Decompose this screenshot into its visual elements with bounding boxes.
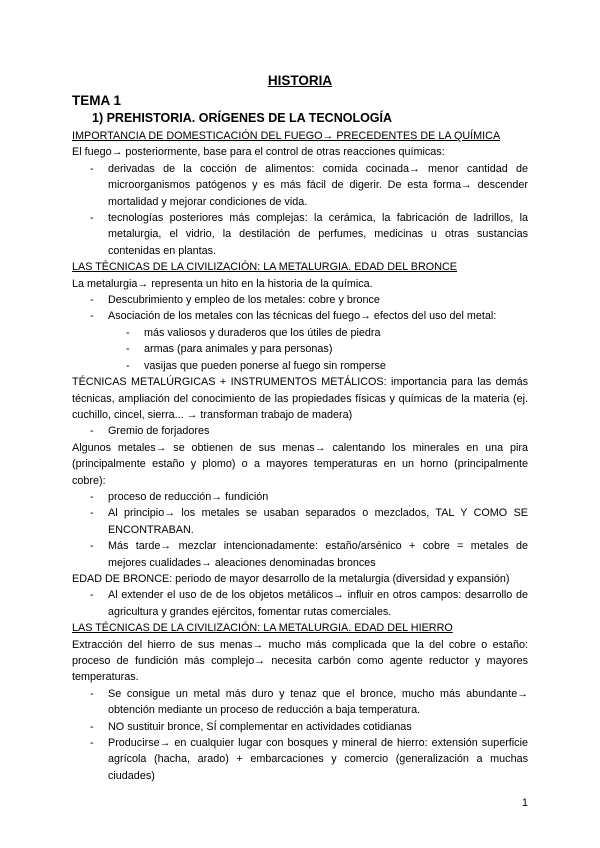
list-item: - proceso de reducción→ fundición (72, 489, 528, 505)
list-item: - Al extender el uso de de los objetos metálicos→ influir en otros campos: desarrollo de agricultura y grandes ejércitos, fomentar rutas comerciales. (72, 587, 528, 620)
list-item: - Descubrimiento y empleo de los metales: cobre y bronce (72, 292, 528, 308)
list-item: - derivadas de la cocción de alimentos: comida cocinada→ menor cantidad de microorganismos patógenos y es más fácil de digerir. De esta forma→ descender mortalidad y mejorar condiciones de vida. (72, 161, 528, 210)
section-heading: 1) PREHISTORIA. ORÍGENES DE LA TECNOLOGÍA (92, 111, 393, 125)
list-item: - armas (para animales y para personas) (72, 341, 528, 357)
paragraph-hierro: Extracción del hierro de sus menas→ mucho más complicada que la del cobre o estaño: proceso de fundición más complejo→ necesita carbón como agente reductor y mayores temperaturas. (72, 638, 528, 684)
list-edad-bronce (72, 587, 528, 620)
list-item: - tecnologías posteriores más complejas: la cerámica, la fabricación de ladrillos, la metalurgia, el vidrio, la destilación de perfumes, medicinas u otras sustancias contenidas en plantas. (72, 210, 528, 259)
list-gremio (72, 423, 528, 439)
list-item: - Más tarde→ mezclar intencionadamente: estaño/arsénico + cobre = metales de mejores cualidades→ aleaciones denominadas bronces (72, 538, 528, 571)
paragraph-tecnicas: TÉCNICAS METALÚRGICAS + INSTRUMENTOS METÁLICOS: importancia para las demás técnicas, ampliación del conocimiento de las propiedades físicas y químicas de la materia (ej. cuchillo, cincel, sierra... → transforman trabajo de madera) (72, 376, 528, 421)
list-reduccion (72, 489, 528, 571)
paragraph-edad-bronce: EDAD DE BRONCE: periodo de mayor desarrollo de la metalurgia (diversidad y expansión) (72, 572, 510, 585)
page-number: 1 (521, 797, 528, 809)
sublist-efectos (72, 325, 528, 374)
paragraph-menas: Algunos metales→ se obtienen de sus menas→ calentando los minerales en una pira (principalmente estaño y plomo) o a mayores temperaturas en un horno (principalmente cobre): (72, 441, 528, 487)
list-item: - Asociación de los metales con las técnicas del fuego→ efectos del uso del metal: (72, 308, 528, 324)
subheading-bronce: LAS TÉCNICAS DE LA CIVILIZACIÓN: LA METALURGIA. EDAD DEL BRONCE (72, 261, 457, 274)
list-fuego (72, 161, 528, 259)
paragraph-fuego: El fuego→ posteriormente, base para el control de otras reacciones químicas: (72, 146, 445, 159)
list-item: - Se consigue un metal más duro y tenaz que el bronce, mucho más abundante→ obtención mediante un proceso de reducción a baja temperatura. (72, 686, 528, 719)
subheading-hierro: LAS TÉCNICAS DE LA CIVILIZACIÓN: LA METALURGIA. EDAD DEL HIERRO (72, 622, 453, 635)
list-metalurgia (72, 292, 528, 325)
list-item: - Gremio de forjadores (72, 423, 528, 439)
document-title: HISTORIA (267, 73, 333, 88)
list-item: - NO sustituir bronce, SÍ complementar en actividades cotidianas (72, 719, 528, 735)
subheading-fuego: IMPORTANCIA DE DOMESTICACIÓN DEL FUEGO→ PRECEDENTES DE LA QUÍMICA (72, 130, 501, 142)
page-content (72, 72, 528, 784)
paragraph-metalurgia: La metalurgia→ representa un hito en la historia de la química. (72, 277, 373, 290)
list-item: - Producirse→ en cualquier lugar con bosques y mineral de hierro: extensión superficie agrícola (hacha, arado) + embarcaciones y comercio (generalización a muchas ciudades) (72, 735, 528, 784)
list-item: - vasijas que pueden ponerse al fuego sin romperse (72, 358, 528, 374)
tema-heading: TEMA 1 (72, 93, 122, 108)
list-hierro (72, 686, 528, 784)
list-item: - más valiosos y duraderos que los útiles de piedra (72, 325, 528, 341)
list-item: - Al principio→ los metales se usaban separados o mezclados, TAL Y COMO SE ENCONTRABAN. (72, 505, 528, 538)
